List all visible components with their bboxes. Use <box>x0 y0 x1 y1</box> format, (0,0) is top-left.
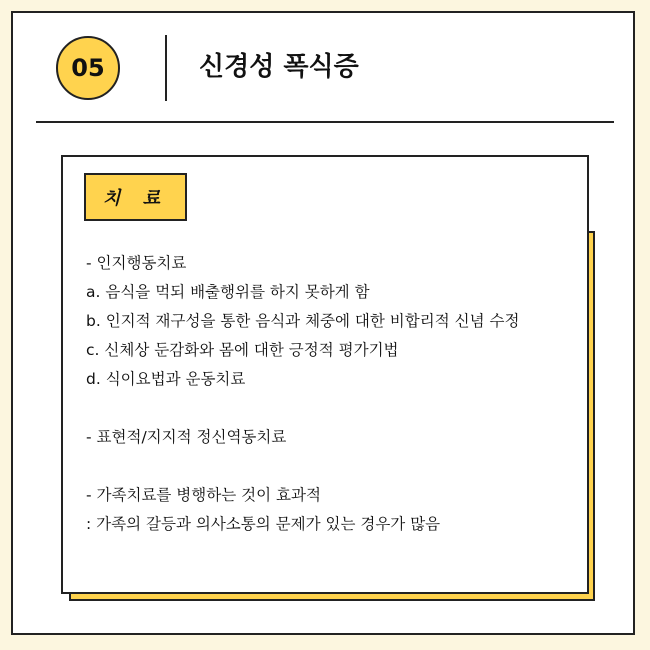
header-rule <box>36 121 614 123</box>
number-badge: 05 <box>56 36 120 100</box>
content-line <box>86 452 586 481</box>
content-line <box>86 394 586 423</box>
content-line: - 표현적/지지적 정신역동치료 <box>86 428 287 446</box>
content-lines <box>86 249 586 539</box>
content-line: - 가족치료를 병행하는 것이 효과적 <box>86 486 321 504</box>
content-line: - 인지행동치료 <box>86 254 187 272</box>
section-tag: 치 료 <box>84 173 187 221</box>
content-line: c. 신체상 둔감화와 몸에 대한 긍정적 평가기법 <box>86 341 399 359</box>
page-title: 신경성 폭식증 <box>199 52 359 82</box>
content-line: a. 음식을 먹되 배출행위를 하지 못하게 함 <box>86 283 370 301</box>
content-line: d. 식이요법과 운동치료 <box>86 370 246 388</box>
header-divider <box>165 35 167 101</box>
content-line: : 가족의 갈등과 의사소통의 문제가 있는 경우가 많음 <box>86 515 441 533</box>
content-line: b. 인지적 재구성을 통한 음식과 체중에 대한 비합리적 신념 수정 <box>86 312 520 330</box>
